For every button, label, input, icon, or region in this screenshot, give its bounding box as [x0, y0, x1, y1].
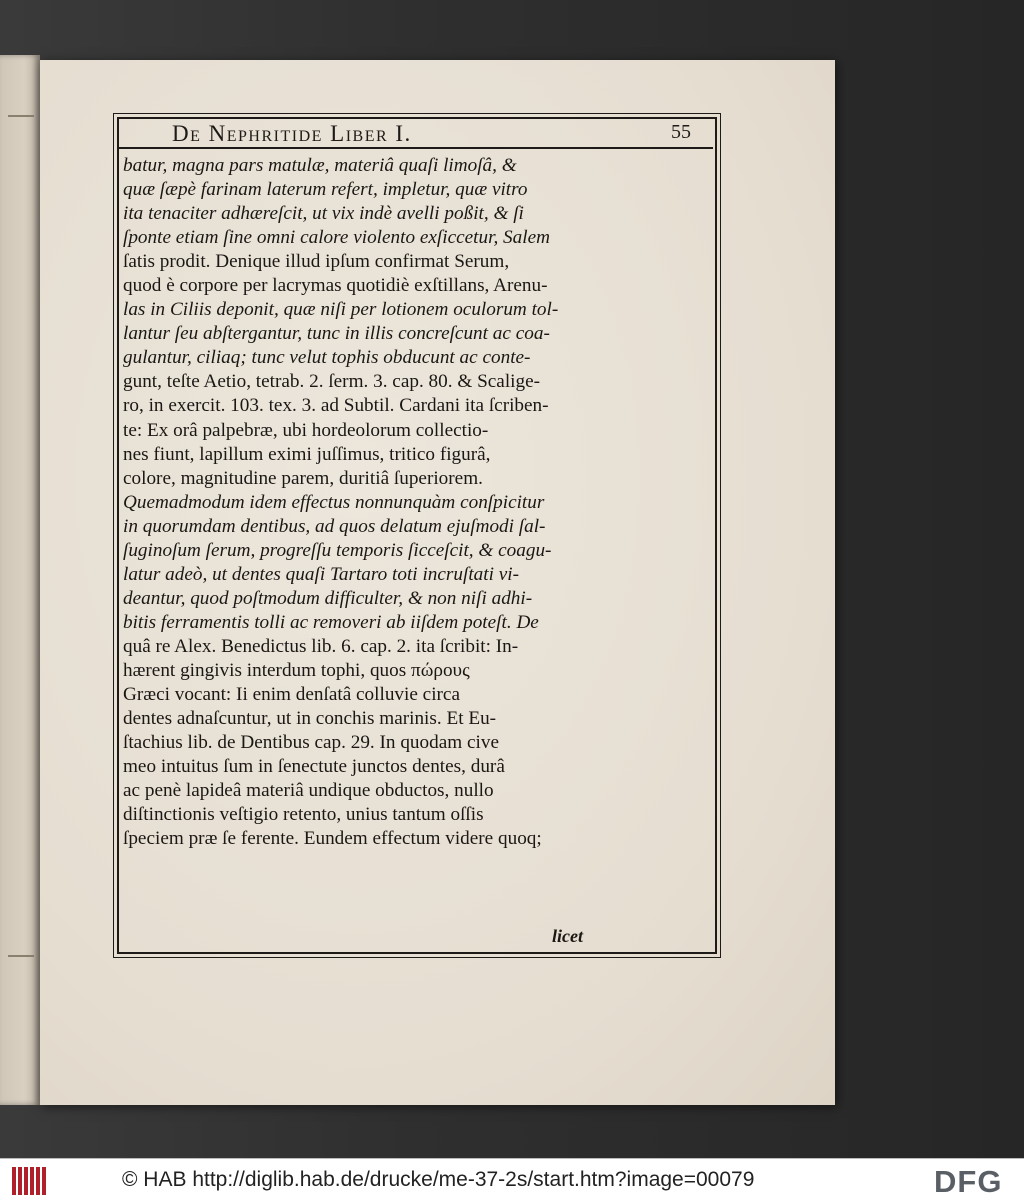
text-line: quæ ſæpè farinam laterum refert, impletur, quæ vitro	[123, 179, 528, 201]
copyright-link[interactable]: © HAB http://diglib.hab.de/drucke/me-37-2s/start.htm?image=00079	[122, 1168, 755, 1191]
text-line: lantur ſeu abſtergantur, tunc in illis concreſcunt ac coa-	[123, 323, 550, 345]
scanned-page	[40, 60, 835, 1105]
text-line: te: Ex orâ palpebræ, ubi hordeolorum collectio-	[123, 419, 489, 441]
text-line: deantur, quod poſtmodum difficulter, & non niſi adhi-	[123, 587, 533, 609]
running-head	[117, 117, 713, 149]
text-line: nes fiunt, lapillum eximi juſſimus, tritico figurâ,	[123, 443, 491, 465]
text-line: meo intuitus ſum in ſenectute junctos dentes, durâ	[123, 756, 505, 778]
text-line: in quorumdam dentibus, ad quos delatum ejuſmodi ſal-	[123, 515, 546, 537]
page-number: 55	[671, 121, 691, 143]
text-line: ſatis prodit. Denique illud ipſum confirmat Serum,	[123, 251, 510, 273]
text-line: hærent gingivis interdum tophi, quos πώρους	[123, 659, 470, 681]
text-line: Græci vocant: Ii enim denſatâ colluvie circa	[123, 684, 460, 706]
text-line: gunt, teſte Aetio, tetrab. 2. ſerm. 3. cap. 80. & Scalige-	[123, 371, 541, 393]
dfg-logo-icon[interactable]: DFG	[934, 1164, 1003, 1199]
text-line: batur, magna pars matulæ, materiâ quaſi limoſâ, &	[123, 155, 517, 176]
text-line: quod è corpore per lacrymas quotidiè exſtillans, Arenu-	[123, 275, 548, 297]
text-line: latur adeò, ut dentes quaſi Tartaro toti incruſtati vi-	[123, 563, 519, 585]
text-line: ſpeciem præ ſe ferente. Eundem effectum videre quoq;	[123, 828, 542, 850]
text-line: ſponte etiam ſine omni calore violento exſiccetur, Salem	[123, 227, 550, 249]
text-line: dentes adnaſcuntur, ut in conchis marinis. Et Eu-	[123, 708, 497, 730]
text-line: ſuginoſum ſerum, progreſſu temporis ſicceſcit, & coagu-	[123, 539, 552, 561]
catchword: licet	[552, 926, 583, 946]
text-line: colore, magnitudine parem, duritiâ ſuperiorem.	[123, 467, 483, 489]
text-line: ita tenaciter adhæreſcit, ut vix indè avelli poßit, & ſi	[123, 203, 524, 225]
text-line: bitis ferramentis tolli ac removeri ab iiſdem poteſt. De	[123, 611, 539, 633]
text-line: ac penè lapideâ materiâ undique obductos, nullo	[123, 780, 494, 802]
text-line: gulantur, ciliaq; tunc velut tophis obducunt ac conte-	[123, 347, 531, 369]
facing-page-edge	[0, 55, 40, 1105]
text-line: ſtachius lib. de Dentibus cap. 29. In quodam cive	[123, 732, 499, 754]
footer-bar	[0, 1158, 1024, 1202]
text-line: quâ re Alex. Benedictus lib. 6. cap. 2. ita ſcribit: In-	[123, 635, 519, 657]
text-line: ro, in exercit. 103. tex. 3. ad Subtil. Cardani ita ſcriben-	[123, 395, 549, 417]
text-line: las in Ciliis deponit, quæ niſi per lotionem oculorum tol-	[123, 299, 559, 321]
text-block	[123, 154, 603, 851]
text-line: Quemadmodum idem effectus nonnunquàm conſpicitur	[123, 491, 545, 513]
running-head-title: De Nephritide Liber I.	[172, 121, 412, 146]
text-line: diſtinctionis veſtigio retento, unius tantum oſſis	[123, 804, 484, 826]
hab-logo-icon[interactable]	[12, 1167, 46, 1195]
